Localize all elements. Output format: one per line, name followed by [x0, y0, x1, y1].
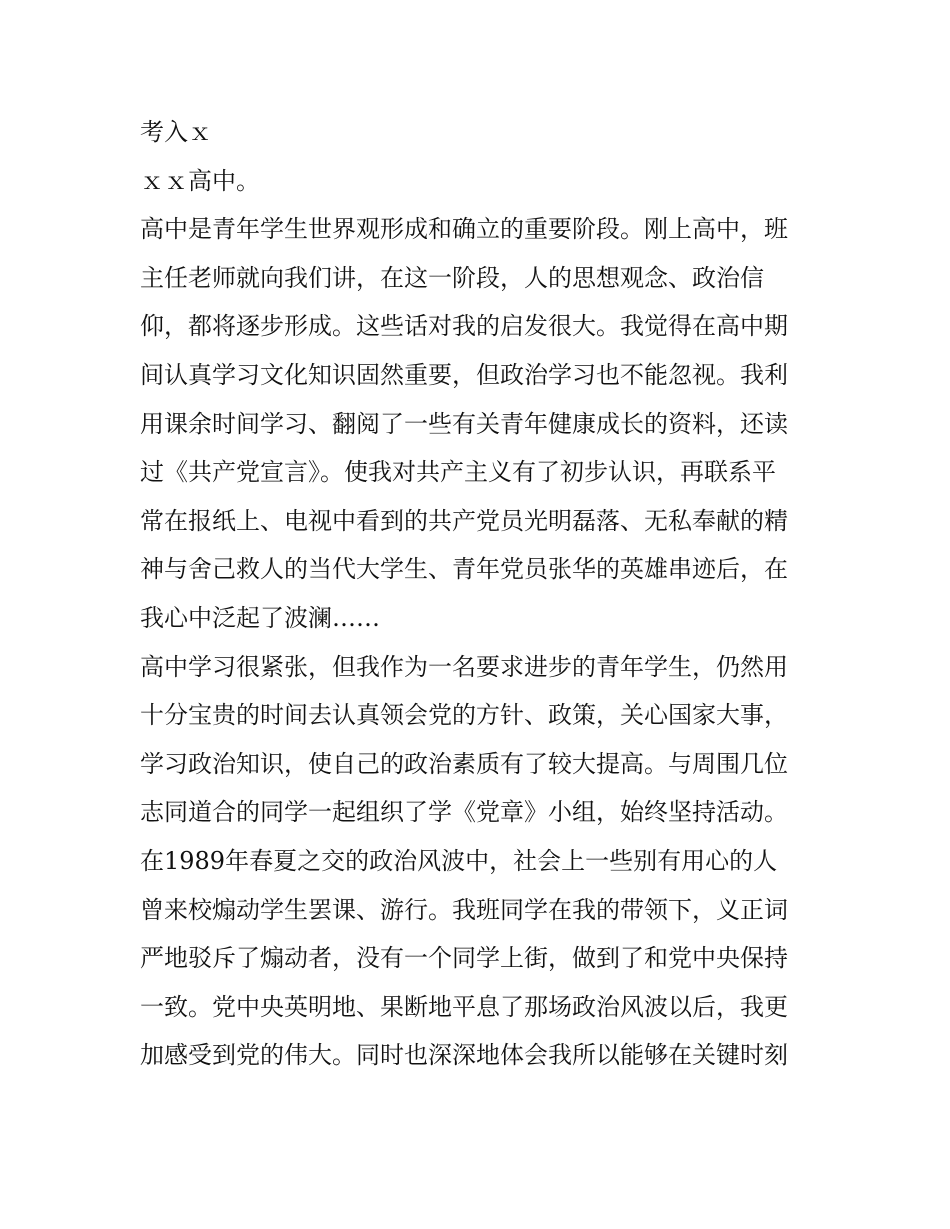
text-line-17: 曾来校煽动学生罢课、游行。我班同学在我的带领下，义正词 — [140, 895, 788, 924]
text-line-16: 在1989年春夏之交的政治风波中，社会上一些别有用心的人 — [140, 846, 778, 875]
text-line-4: 主任老师就向我们讲，在这一阶段，人的思想观念、政治信 — [140, 263, 764, 292]
text-line-12: 高中学习很紧张，但我作为一名要求进步的青年学生，仍然用 — [140, 652, 788, 681]
text-line-7: 用课余时间学习、翻阅了一些有关青年健康成长的资料，还读 — [140, 409, 788, 438]
text-line-2: ｘｘ高中。 — [140, 166, 260, 195]
text-line-11: 我心中泛起了波澜…… — [140, 603, 380, 632]
document-body — [140, 108, 820, 1080]
text-line-18: 严地驳斥了煽动者，没有一个同学上街，做到了和党中央保持 — [140, 944, 788, 973]
text-line-15: 志同道合的同学一起组织了学《党章》小组，始终坚持活动。 — [140, 798, 788, 827]
text-line-9: 常在报纸上、电视中看到的共产党员光明磊落、无私奉献的精 — [140, 506, 788, 535]
text-line-20: 加感受到党的伟大。同时也深深地体会我所以能够在关键时刻 — [140, 1041, 788, 1070]
text-line-6: 间认真学习文化知识固然重要，但政治学习也不能忽视。我利 — [140, 360, 788, 389]
text-line-10: 神与舍己救人的当代大学生、青年党员张华的英雄串迹后，在 — [140, 555, 788, 584]
text-line-19: 一致。党中央英明地、果断地平息了那场政治风波以后，我更 — [140, 992, 788, 1021]
text-line-1: 考入ｘ — [140, 118, 212, 146]
text-line-8: 过《共产党宣言》。使我对共产主义有了初步认识，再联系平 — [140, 458, 776, 487]
text-line-5: 仰，都将逐步形成。这些话对我的启发很大。我觉得在高中期 — [140, 312, 788, 341]
text-line-3: 高中是青年学生世界观形成和确立的重要阶段。刚上高中，班 — [140, 215, 788, 244]
text-line-13: 十分宝贵的时间去认真领会党的方针、政策，关心国家大事， — [140, 701, 788, 730]
text-line-14: 学习政治知识，使自己的政治素质有了较大提高。与周围几位 — [140, 749, 788, 778]
